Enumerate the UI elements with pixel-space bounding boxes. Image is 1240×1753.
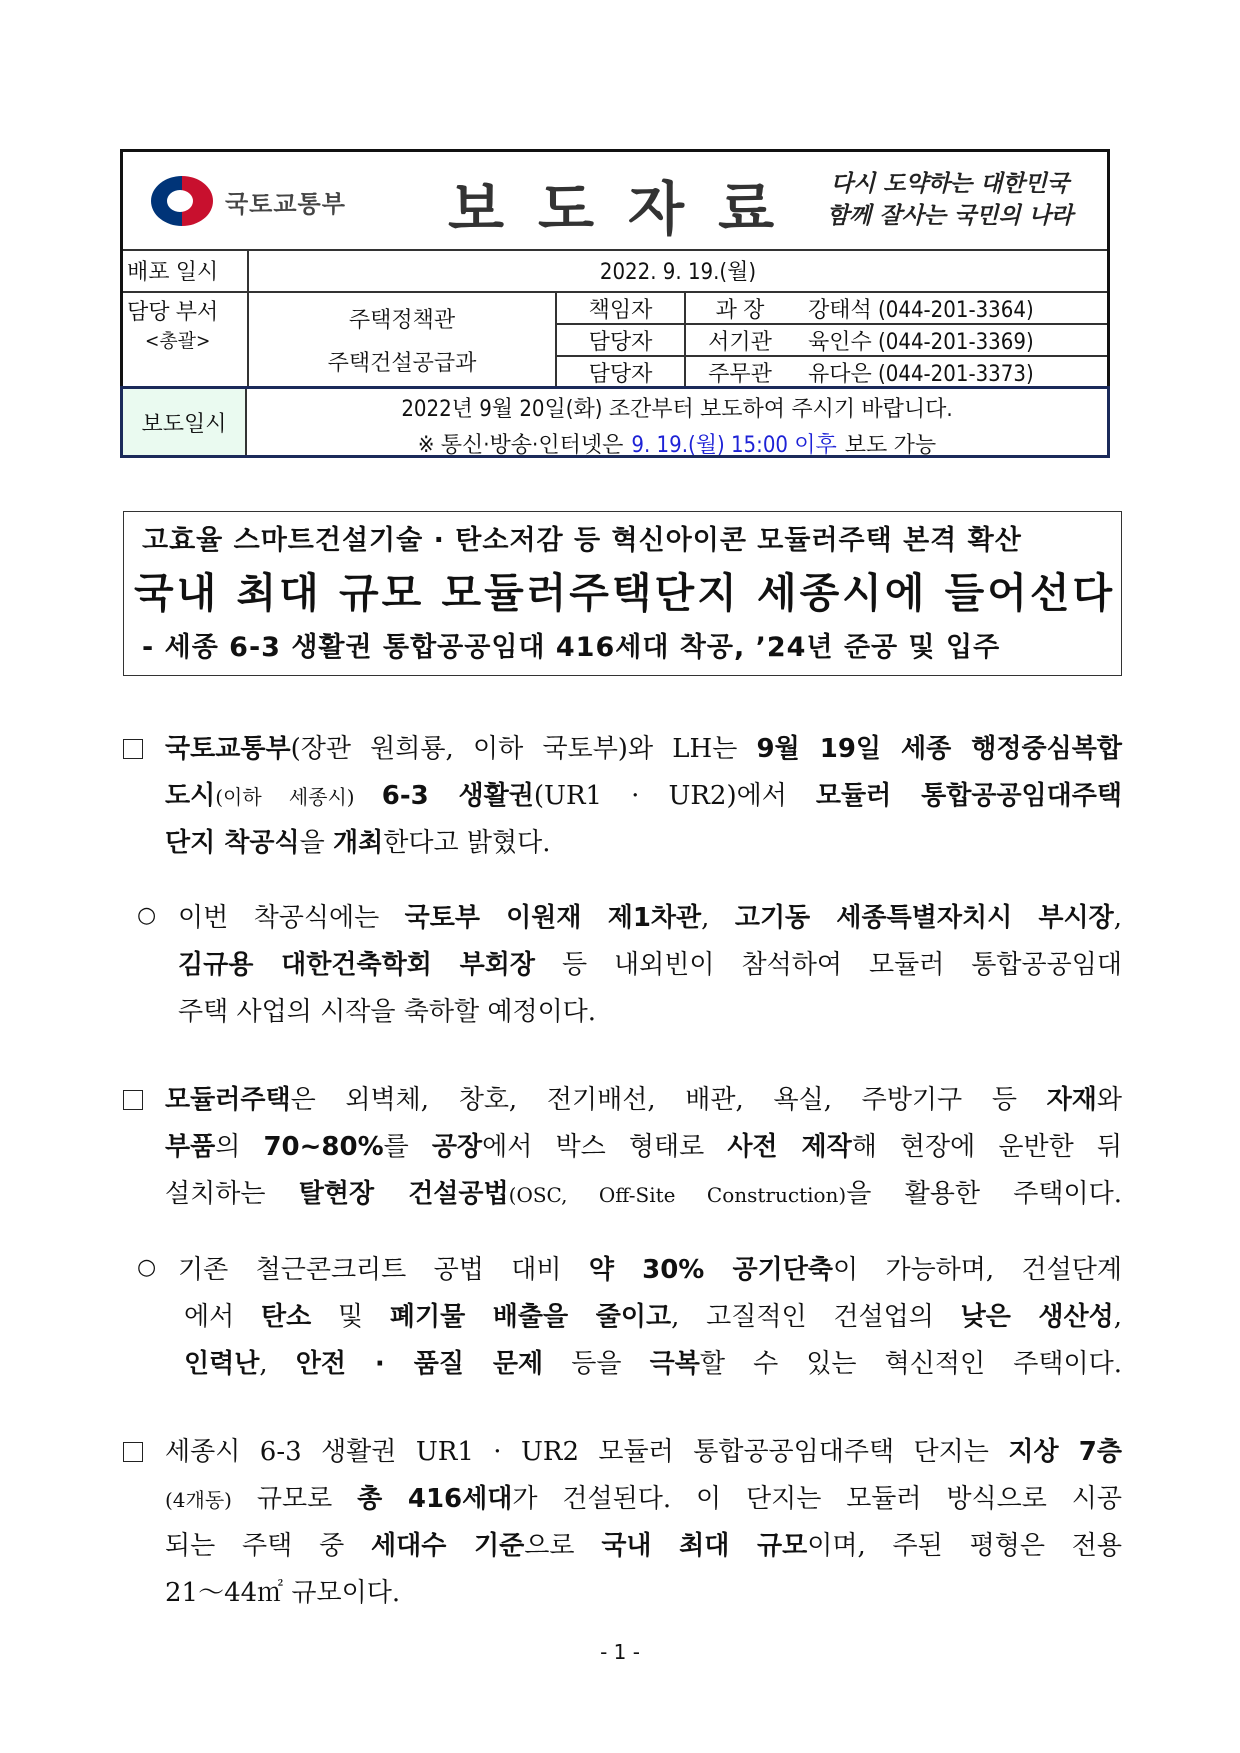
text: 등 내외빈이 참석하여 모듈러 통합공공임대	[534, 950, 1122, 980]
square-bullet-icon	[123, 1442, 143, 1462]
paragraph-line	[165, 1476, 1122, 1523]
text: 되는 주택 중	[165, 1531, 372, 1561]
dept-2: 주택건설공급과	[327, 351, 477, 376]
contact-name-phone: 강태석 (044-201-3364)	[794, 291, 1107, 323]
dept-names	[247, 291, 555, 387]
text: 규모로	[231, 1484, 358, 1514]
paragraph-line	[165, 1171, 1122, 1218]
contact-title: 서기관	[684, 323, 794, 355]
bold-text: 6-3 생활권	[381, 781, 534, 811]
paragraph-line	[165, 726, 1122, 773]
text: 으로	[524, 1531, 602, 1561]
text: ,	[259, 1349, 296, 1379]
press-release-header	[120, 149, 1110, 458]
text: 설치하는	[165, 1179, 299, 1209]
slogan-line: 함께 잘사는 국민의 나라	[826, 202, 1073, 229]
contact-title: 과 장	[684, 291, 794, 323]
embargo-line-1: 2022년 9월 20일(화) 조간부터 보도하여 주시기 바랍니다.	[401, 396, 953, 422]
embargo-highlight: 9. 19.(월) 15:00 이후	[631, 432, 837, 458]
paragraph-line	[184, 1341, 1122, 1388]
text: ,	[1113, 903, 1122, 933]
headline-subtitle-top: 고효율 스마트건설기술 · 탄소저감 등 혁신아이콘 모듈러주택 본격 확산	[142, 525, 1022, 556]
embargo-line-2	[247, 425, 1107, 461]
bold-text: 세대수 기준	[371, 1531, 525, 1561]
text: 에서 박스 형태로	[482, 1132, 728, 1162]
text: 의	[215, 1132, 264, 1162]
paragraph-line	[165, 1077, 1122, 1124]
header-banner	[123, 152, 1107, 251]
dept-1: 주택정책관	[348, 308, 456, 333]
bold-text: 모듈러 통합공공임대주택	[815, 781, 1123, 811]
paragraph-line	[165, 1124, 1122, 1171]
bold-text: 탈현장 건설공법	[298, 1179, 509, 1209]
bold-text: 자재	[1046, 1085, 1097, 1115]
text: ,	[1113, 1302, 1122, 1332]
bold-text: 총 416세대	[357, 1484, 513, 1514]
doc-type-title: 보도자료	[448, 175, 809, 243]
ministry-logo	[151, 176, 346, 226]
bold-text: 폐기물 배출을 줄이고	[389, 1302, 672, 1332]
embargo-label: 보도일시	[123, 389, 247, 455]
paragraph-line	[165, 820, 1122, 867]
text: 기존 철근콘크리트 공법 대비	[178, 1255, 589, 1285]
paragraph-line	[165, 773, 1122, 820]
bold-text: 탄소	[261, 1302, 312, 1332]
release-label: 배포 일시	[127, 259, 219, 285]
headline-subtitle-bottom: - 세종 6-3 생활권 통합공공임대 416세대 착공, ’24년 준공 및 입주	[142, 632, 1001, 663]
contact-name-phone: 육인수 (044-201-3369)	[794, 323, 1107, 355]
text: 할 수 있는 혁신적인 주택이다.	[699, 1349, 1123, 1379]
text: 에서	[184, 1302, 262, 1332]
contact-title: 주무관	[684, 355, 794, 387]
text: 21～44㎡ 규모이다.	[165, 1578, 401, 1608]
dept-sublabel: <총괄>	[145, 330, 211, 352]
bold-text: 인력난	[184, 1349, 260, 1379]
text: 세종시 6-3 생활권 UR1 · UR2 모듈러 통합공공임대주택 단지는	[165, 1437, 1009, 1467]
text: 이 가능하며, 건설단계	[832, 1255, 1123, 1285]
dept-label-cell	[123, 291, 247, 387]
bold-text: 부품	[165, 1132, 216, 1162]
text: 및	[311, 1302, 390, 1332]
text: (장관 원희룡, 이하 국토부)와 LH는	[290, 734, 757, 764]
text: 이며, 주된 평형은 전용	[807, 1531, 1123, 1561]
paragraph-line	[165, 1570, 1122, 1617]
bold-text: 개최	[333, 828, 384, 858]
headline-box	[123, 511, 1122, 676]
bold-text: 도시	[165, 781, 216, 811]
slogan	[827, 168, 1073, 232]
dept-label: 담당 부서	[127, 300, 219, 325]
headline-main: 국내 최대 규모 모듈러주택단지 세종시에 들어선다	[134, 569, 1116, 617]
text: 을 활용한 주택이다.	[846, 1179, 1122, 1209]
text: (OSC, Off-Site Construction)	[508, 1183, 847, 1207]
square-bullet-icon	[123, 739, 143, 759]
contact-role: 담당자	[555, 355, 684, 387]
bold-text: 사전 제작	[727, 1132, 852, 1162]
text: 한다고 밝혔다.	[383, 828, 551, 858]
square-bullet-icon	[123, 1090, 143, 1110]
text: 등을	[543, 1349, 650, 1379]
bold-text: 국내 최대 규모	[601, 1531, 808, 1561]
bold-text: 안전 · 품질 문제	[295, 1349, 544, 1379]
bold-text: 모듈러주택	[165, 1085, 291, 1115]
text: 은 외벽체, 창호, 전기배선, 배관, 욕실, 주방기구 등	[290, 1085, 1047, 1115]
taegeuk-logo-icon	[151, 176, 213, 226]
text: 와	[1096, 1085, 1122, 1115]
circle-bullet-icon: ○	[137, 1255, 157, 1280]
text: 주택 사업의 시작을 축하할 예정이다.	[178, 997, 597, 1027]
bold-text: 9월 19일 세종 행정중심복합	[756, 734, 1122, 764]
text: 가 건설된다. 이 단지는 모듈러 방식으로 시공	[512, 1484, 1122, 1514]
bold-text: 약 30% 공기단축	[588, 1255, 833, 1285]
paragraph-line	[178, 895, 1122, 942]
bold-text: 단지 착공식	[165, 828, 300, 858]
paragraph-line	[165, 1523, 1122, 1570]
contact-name-phone: 유다은 (044-201-3373)	[794, 355, 1107, 387]
paragraph-line	[178, 1247, 1122, 1294]
text: 해 현장에 운반한 뒤	[851, 1132, 1122, 1162]
text: 를	[383, 1132, 432, 1162]
paragraph-line	[165, 1429, 1122, 1476]
paragraph-line	[184, 1294, 1122, 1341]
bold-text: 70~80%	[263, 1132, 384, 1162]
bold-text: 극복	[649, 1349, 700, 1379]
page-number: - 1 -	[600, 1640, 640, 1664]
release-date: 2022. 9. 19.(월)	[247, 249, 1107, 291]
embargo-prefix: ※ 통신·방송·인터넷은	[417, 432, 624, 458]
bold-text: 공장	[431, 1132, 483, 1162]
bold-text: 국토교통부	[165, 734, 291, 764]
ministry-name: 국토교통부	[225, 189, 346, 218]
contact-role: 책임자	[555, 291, 684, 323]
bold-text: 김규용 대한건축학회 부회장	[178, 950, 535, 980]
text: (이하 세종시)	[215, 785, 382, 809]
bold-text: 고기동 세종특별자치시 부시장	[734, 903, 1114, 933]
text: (4개동)	[165, 1488, 232, 1512]
paragraph-line	[178, 989, 1122, 1036]
bold-text: 지상 7층	[1008, 1437, 1122, 1467]
embargo-suffix: 보도 가능	[844, 432, 937, 458]
text: (UR1 · UR2)에서	[533, 781, 816, 811]
circle-bullet-icon: ○	[137, 903, 157, 928]
bold-text: 국토부 이원재 제1차관	[404, 903, 702, 933]
embargo-row	[120, 386, 1110, 458]
text: ,	[701, 903, 735, 933]
contact-role: 담당자	[555, 323, 684, 355]
text: 이번 착공식에는	[178, 903, 405, 933]
bold-text: 낮은 생산성	[960, 1302, 1114, 1332]
paragraph-line	[178, 942, 1122, 989]
text: 을	[299, 828, 334, 858]
text: , 고질적인 건설업의	[671, 1302, 961, 1332]
slogan-line: 다시 도약하는 대한민국	[830, 170, 1069, 197]
